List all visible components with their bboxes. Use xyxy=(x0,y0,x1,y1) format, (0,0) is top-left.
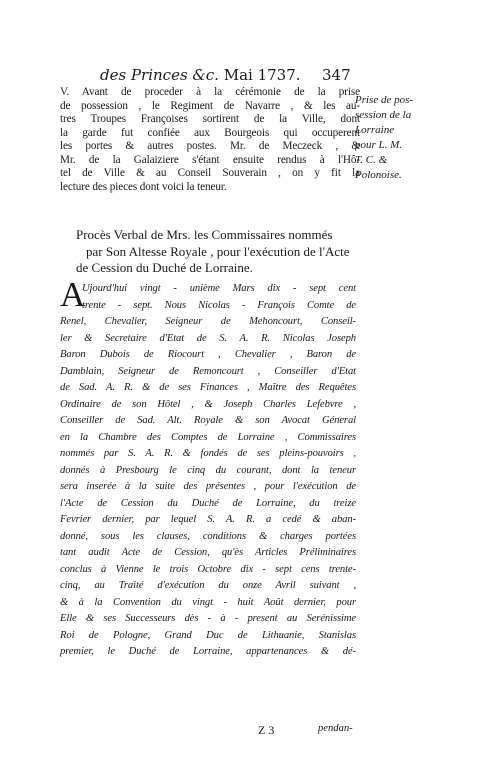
text-line: V. Avant de proceder à la cérémonie de la prise xyxy=(60,86,360,98)
text-line: donnés à Presbourg le cinq du courant, dont la teneur xyxy=(60,464,356,476)
proces-verbal-text xyxy=(60,281,356,661)
text-line: de possession , le Regiment de Navarre , & les au- xyxy=(60,99,360,112)
text-line: Renel, Chevalier, Seigneur de Mehoncourt, Conseil- xyxy=(60,316,356,327)
margin-note-line: Polonoise. xyxy=(355,169,402,181)
text-line: premier, le Duché de Lorraine, appartenances & dé- xyxy=(60,646,356,657)
text-line: Mr. de la Galaiziere s'étant ensuite rendus à l'Hô- xyxy=(60,153,360,166)
running-header xyxy=(100,66,352,84)
text-line: tres Troupes Françoises sortirent de la Ville, dont xyxy=(60,113,360,125)
catchword: pendan- xyxy=(318,723,353,734)
margin-note-line: T. C. & xyxy=(355,154,388,166)
margin-note-line: Prise de pos- xyxy=(355,94,414,106)
text-line: de Sad. A. R. & de ses Finances , Maître des Requêtes xyxy=(60,382,356,393)
text-line: Conseiller de Sad. Alt. Royale & son Avocat Géneral xyxy=(60,415,356,426)
title-line: de Cession du Duché de Lorraine. xyxy=(76,260,253,275)
text-line: la garde fut confiée aux Bourgeois qui occuperent xyxy=(60,126,360,139)
drop-cap: A xyxy=(60,275,86,314)
text-line: sera inserée à la suite des présentes , pour l'exécution de xyxy=(60,481,356,492)
page-number: 347 xyxy=(322,66,351,84)
text-line: Damblain, Seigneur de Remoncourt , Conseiller d'Etat xyxy=(60,365,356,377)
text-line: tel de Ville & au Conseil Souverain , on y fit la xyxy=(60,167,360,179)
text-line: Ordinaire de son Hôtel , & Joseph Charles Lefebvre , xyxy=(60,398,356,410)
text-line: lecture des pieces dont voici la teneur. xyxy=(60,180,227,193)
title-line: par Son Altesse Royale , pour l'exécution de l'Acte xyxy=(86,243,350,259)
margin-note-line: Lorraine xyxy=(355,124,395,136)
title-line: Procès Verbal de Mrs. les Commissaires nommés xyxy=(76,227,333,242)
text-line: l'Acte de Cession du Duché de Lorraine, du treize xyxy=(60,497,356,509)
text-line: & à la Convention du vingt - huit Août dernier, pour xyxy=(60,596,356,608)
text-line: Roi de Pologne, Grand Duc de Lithuanie, Stanislas xyxy=(60,629,356,641)
paragraph-v xyxy=(60,86,360,194)
text-line: cinq, au Traité d'exécution du onze Avril suivant , xyxy=(60,580,356,591)
text-line: tant audit Acte de Cession, qu'ès Articles Préliminaires xyxy=(60,547,356,558)
signature-mark: Z 3 xyxy=(258,723,275,737)
text-line: Baron Dubois de Riocourt , Chevalier , Baron de xyxy=(60,349,356,360)
text-line: nommés par S. A. R. & fondés de ses pleins-pouvoirs , xyxy=(60,448,356,459)
text-line: les portes & autres postes. Mr. de Meczeck , & xyxy=(60,140,360,152)
text-line: en la Chambre des Comptes de Lorraine , Commissaires xyxy=(60,431,356,443)
header-date: Mai 1737. xyxy=(223,66,301,84)
text-line: trente - sept. Nous Nicolas - François Comte de xyxy=(82,299,356,311)
text-line: Elle & ses Successeurs dès - à - present au Serénissime xyxy=(60,613,356,624)
margin-note-line: pour L. M. xyxy=(355,139,403,151)
running-title: des Princes &c. xyxy=(100,66,219,84)
text-line: Ujourd'hui vingt - unième Mars dix - sept cent xyxy=(82,283,356,294)
text-line: ler & Secretaire d'Etat de S. A. R. Nicolas Joseph xyxy=(60,332,356,344)
text-line: donné, sous les clauses, conditions & charges portées xyxy=(60,530,356,542)
margin-note xyxy=(355,93,427,183)
section-title xyxy=(76,227,356,277)
margin-note-line: session de la xyxy=(355,109,412,121)
text-line: conclus à Vienne le trois Octobre dix - sept cens trente- xyxy=(60,563,356,575)
text-line: Fevrier dernier, par lequel S. A. R. a cedé & aban- xyxy=(60,514,356,525)
